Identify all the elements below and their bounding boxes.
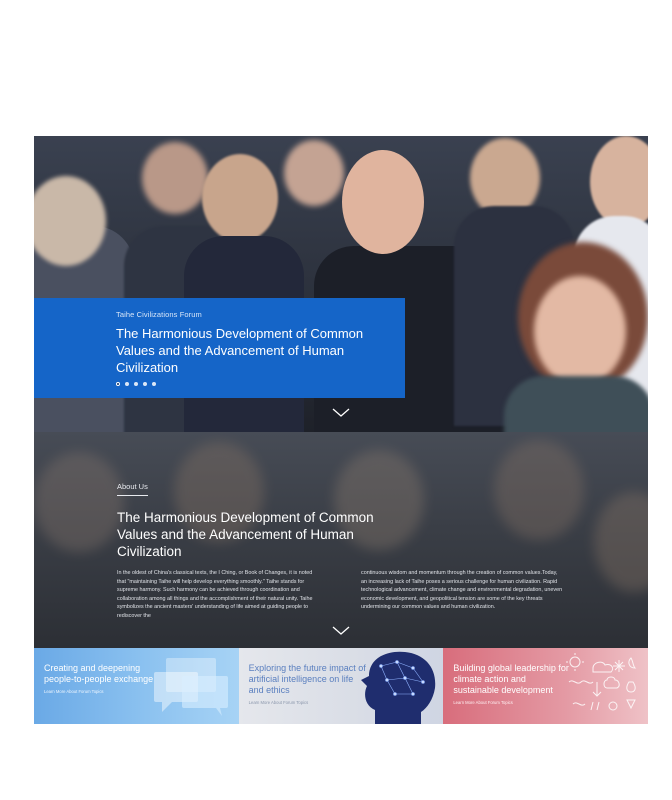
about-body bbox=[117, 569, 587, 621]
about-content bbox=[117, 476, 587, 621]
slide-dot-1[interactable] bbox=[116, 382, 120, 386]
about-section bbox=[34, 432, 648, 648]
learn-more-link[interactable]: Learn More About Forum Topics bbox=[44, 689, 104, 694]
about-title: The Harmonious Development of Common Values and the Advancement of Human Civilization bbox=[117, 510, 374, 559]
about-eyebrow: About Us bbox=[117, 482, 148, 496]
slide-dot-5[interactable] bbox=[152, 382, 156, 386]
chevron-down-icon[interactable] bbox=[332, 408, 350, 418]
hero-title: The Harmonious Development of Common Values and the Advancement of Human Civilization bbox=[116, 326, 364, 375]
slide-dot-4[interactable] bbox=[143, 382, 147, 386]
slide-dot-2[interactable] bbox=[125, 382, 129, 386]
topic-card-title: Creating and deepening people-to-people exchange bbox=[44, 663, 154, 684]
topic-card-people-exchange[interactable] bbox=[34, 648, 239, 724]
about-paragraph-right: continuous wisdom and momentum through the creation of common values.Today, an increasing lack of Taihe poses a serious challenge for human civilization. Rapid technological advancement, climate change and environmental degradation, uneven economic development, and geopolitical tension are some of the key threats undermining our common values and human civilization. bbox=[361, 570, 563, 611]
hero-text-card bbox=[34, 298, 405, 398]
topic-card-title: Building global leadership for climate action and sustainable development bbox=[453, 663, 569, 695]
topic-card-artificial-intelligence[interactable] bbox=[239, 648, 444, 724]
weather-icon bbox=[563, 652, 645, 723]
slide-dot-3[interactable] bbox=[134, 382, 138, 386]
hero-banner bbox=[34, 136, 648, 432]
learn-more-link[interactable]: Learn More About Forum Topics bbox=[453, 700, 513, 705]
about-paragraph-left: In the oldest of China's classical texts, the I Ching, or Book of Changes, it is noted that "maintaining Taihe will help develop everything smoothly." Taihe stands for supreme harmony. Such harmony can be achieved through coordination and collaboration among all things and the accomplishment of their natural unity. Taihe symbolizes the ancient masters' understanding of life aimed at guiding people to rediscover the bbox=[117, 570, 313, 619]
forum-topic-cards bbox=[34, 648, 648, 724]
slide-dots bbox=[116, 382, 156, 386]
chevron-down-icon[interactable] bbox=[332, 626, 350, 636]
hero-eyebrow: Taihe Civilizations Forum bbox=[116, 310, 202, 319]
topic-card-title: Exploring the future impact of artificial intelligence on life and ethics bbox=[248, 663, 366, 695]
ai-brain-head-icon bbox=[357, 648, 443, 724]
learn-more-link[interactable]: Learn More About Forum Topics bbox=[248, 700, 309, 705]
topic-card-climate-action[interactable] bbox=[443, 648, 648, 724]
page-frame bbox=[34, 136, 648, 724]
